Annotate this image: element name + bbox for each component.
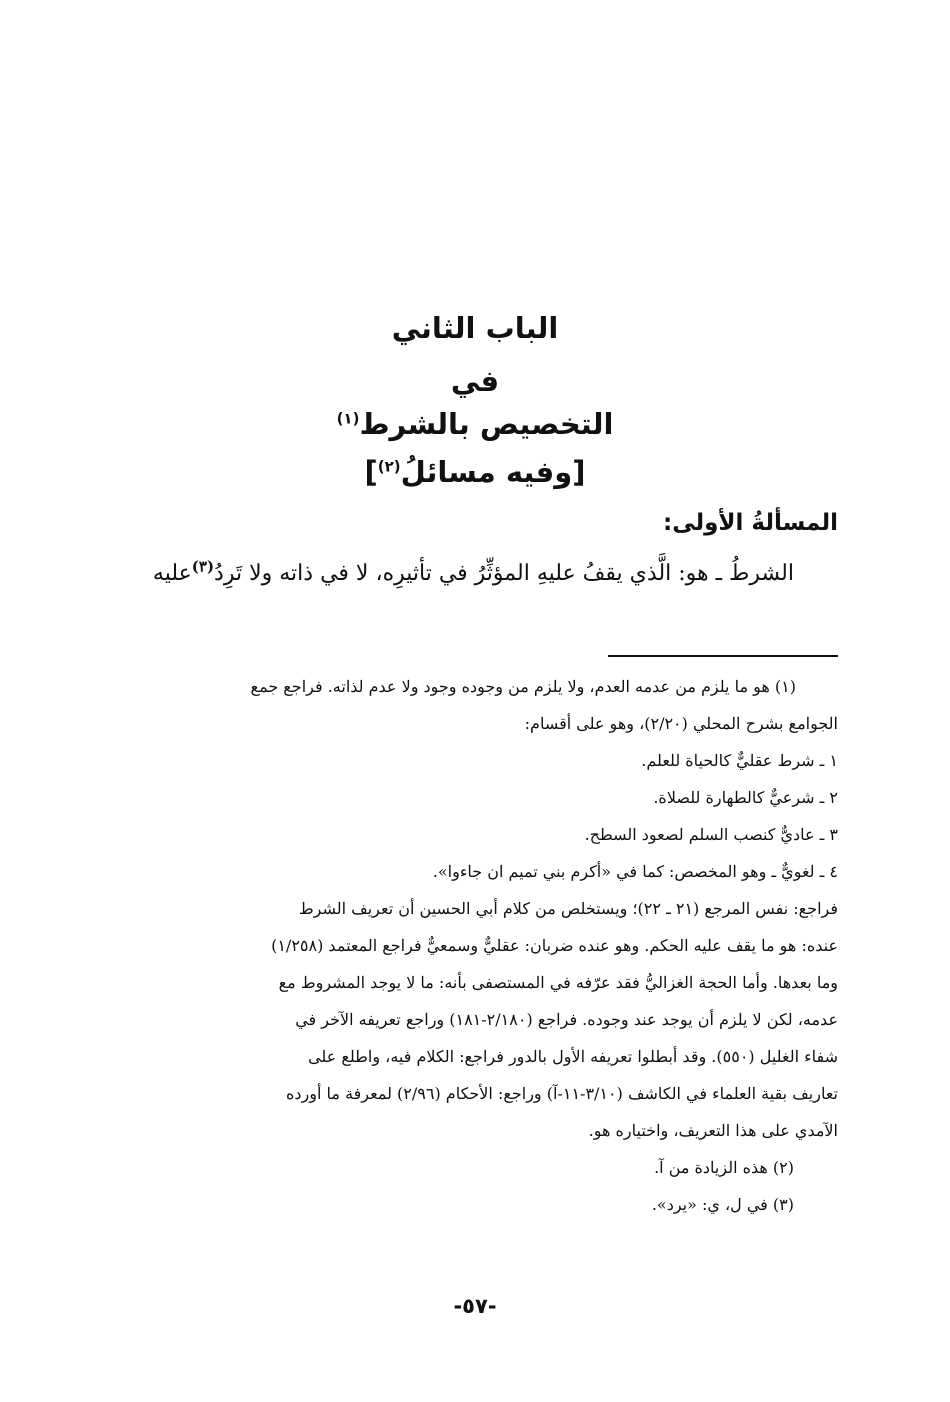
chapter-subject-text: التخصيص بالشرط [359, 407, 614, 441]
chapter-title-preposition: في [450, 364, 500, 398]
definition-text: الشرطُ ـ هو: الَّذي يقفُ عليهِ المؤثِّرُ في تأثيرِه، لا في ذاته ولا تَرِدُ [214, 561, 794, 586]
footnote-2: (٢) هذه الزيادة من آ. [654, 1158, 794, 1177]
definition-tail: عليه [152, 561, 192, 586]
footnote-line: فراجع: نفس المرجع (٢١ ـ ٢٢)؛ ويستخلص من كلام أبي الحسين أن تعريف الشرط [298, 899, 838, 918]
footnotes [158, 668, 838, 1223]
issues-note-text: وفيه مسائلُ [400, 455, 573, 489]
page-number: -٥٧- [453, 1294, 497, 1318]
footnote-line: تعاريف بقية العلماء في الكاشف (٣/١٠-١١-آ) وراجع: الأحكام (٢/٩٦) لمعرفة ما أورده [286, 1084, 838, 1103]
footnote-list-item: ٢ ـ شرعيٌّ كالطهارة للصلاة. [653, 788, 838, 807]
footnote-line: عنده: هو ما يقف عليه الحكم. وهو عنده ضربان: عقليٌّ وسمعيٌّ فراجع المعتمد (١/٢٥٨) [271, 936, 838, 955]
footnote-list-item: ١ ـ شرط عقليٌّ كالحياة للعلم. [641, 751, 838, 770]
footnote-line: (١) هو ما يلزم من عدمه العدم، ولا يلزم من وجوده وجود ولا عدم لذاته. فراجع جمع [250, 677, 796, 696]
footnote-separator [608, 655, 838, 657]
chapter-subject [0, 404, 950, 444]
chapter-issues-note [0, 452, 950, 492]
footnote-line: وما بعدها. وأما الحجة الغزاليُّ فقد عرّفه في المستصفى بأنه: ما لا يوجد المشروط مع [278, 973, 838, 992]
footnote-line: عدمه، لكن لا يلزم أن يوجد عند وجوده. فراجع (٢/١٨٠-١٨١) وراجع تعريفه الآخر في [295, 1010, 838, 1029]
footnote-ref-1: (١) [336, 409, 360, 428]
definition-paragraph [154, 554, 794, 594]
footnote-ref-2: (٢) [377, 457, 401, 476]
footnote-list-item: ٤ ـ لغويٌّ ـ وهو المخصص: كما في «أكرم بني تميم ان جاءوا». [432, 862, 838, 881]
footnote-line: الجوامع بشرح المحلي (٢/٢٠)، وهو على أقسام: [524, 714, 838, 733]
footnote-list-item: ٣ ـ عاديٌّ كنصب السلم لصعود السطح. [584, 825, 838, 844]
chapter-title: الباب الثاني [391, 311, 559, 345]
issue-heading: المسألةُ الأولى: [663, 510, 838, 536]
footnote-line: الآمدي على هذا التعريف، واختياره هو. [588, 1121, 838, 1140]
bracket-close: ] [364, 455, 378, 489]
bracket-open: [ [572, 455, 586, 489]
footnote-3: (٣) في ل، ي: «يرد». [651, 1195, 794, 1214]
footnote-ref-3: (٣) [191, 557, 215, 576]
footnote-line: شفاء الغليل (٥٥٠). وقد أبطلوا تعريفه الأول بالدور فراجع: الكلام فيه، واطلع على [308, 1047, 838, 1066]
